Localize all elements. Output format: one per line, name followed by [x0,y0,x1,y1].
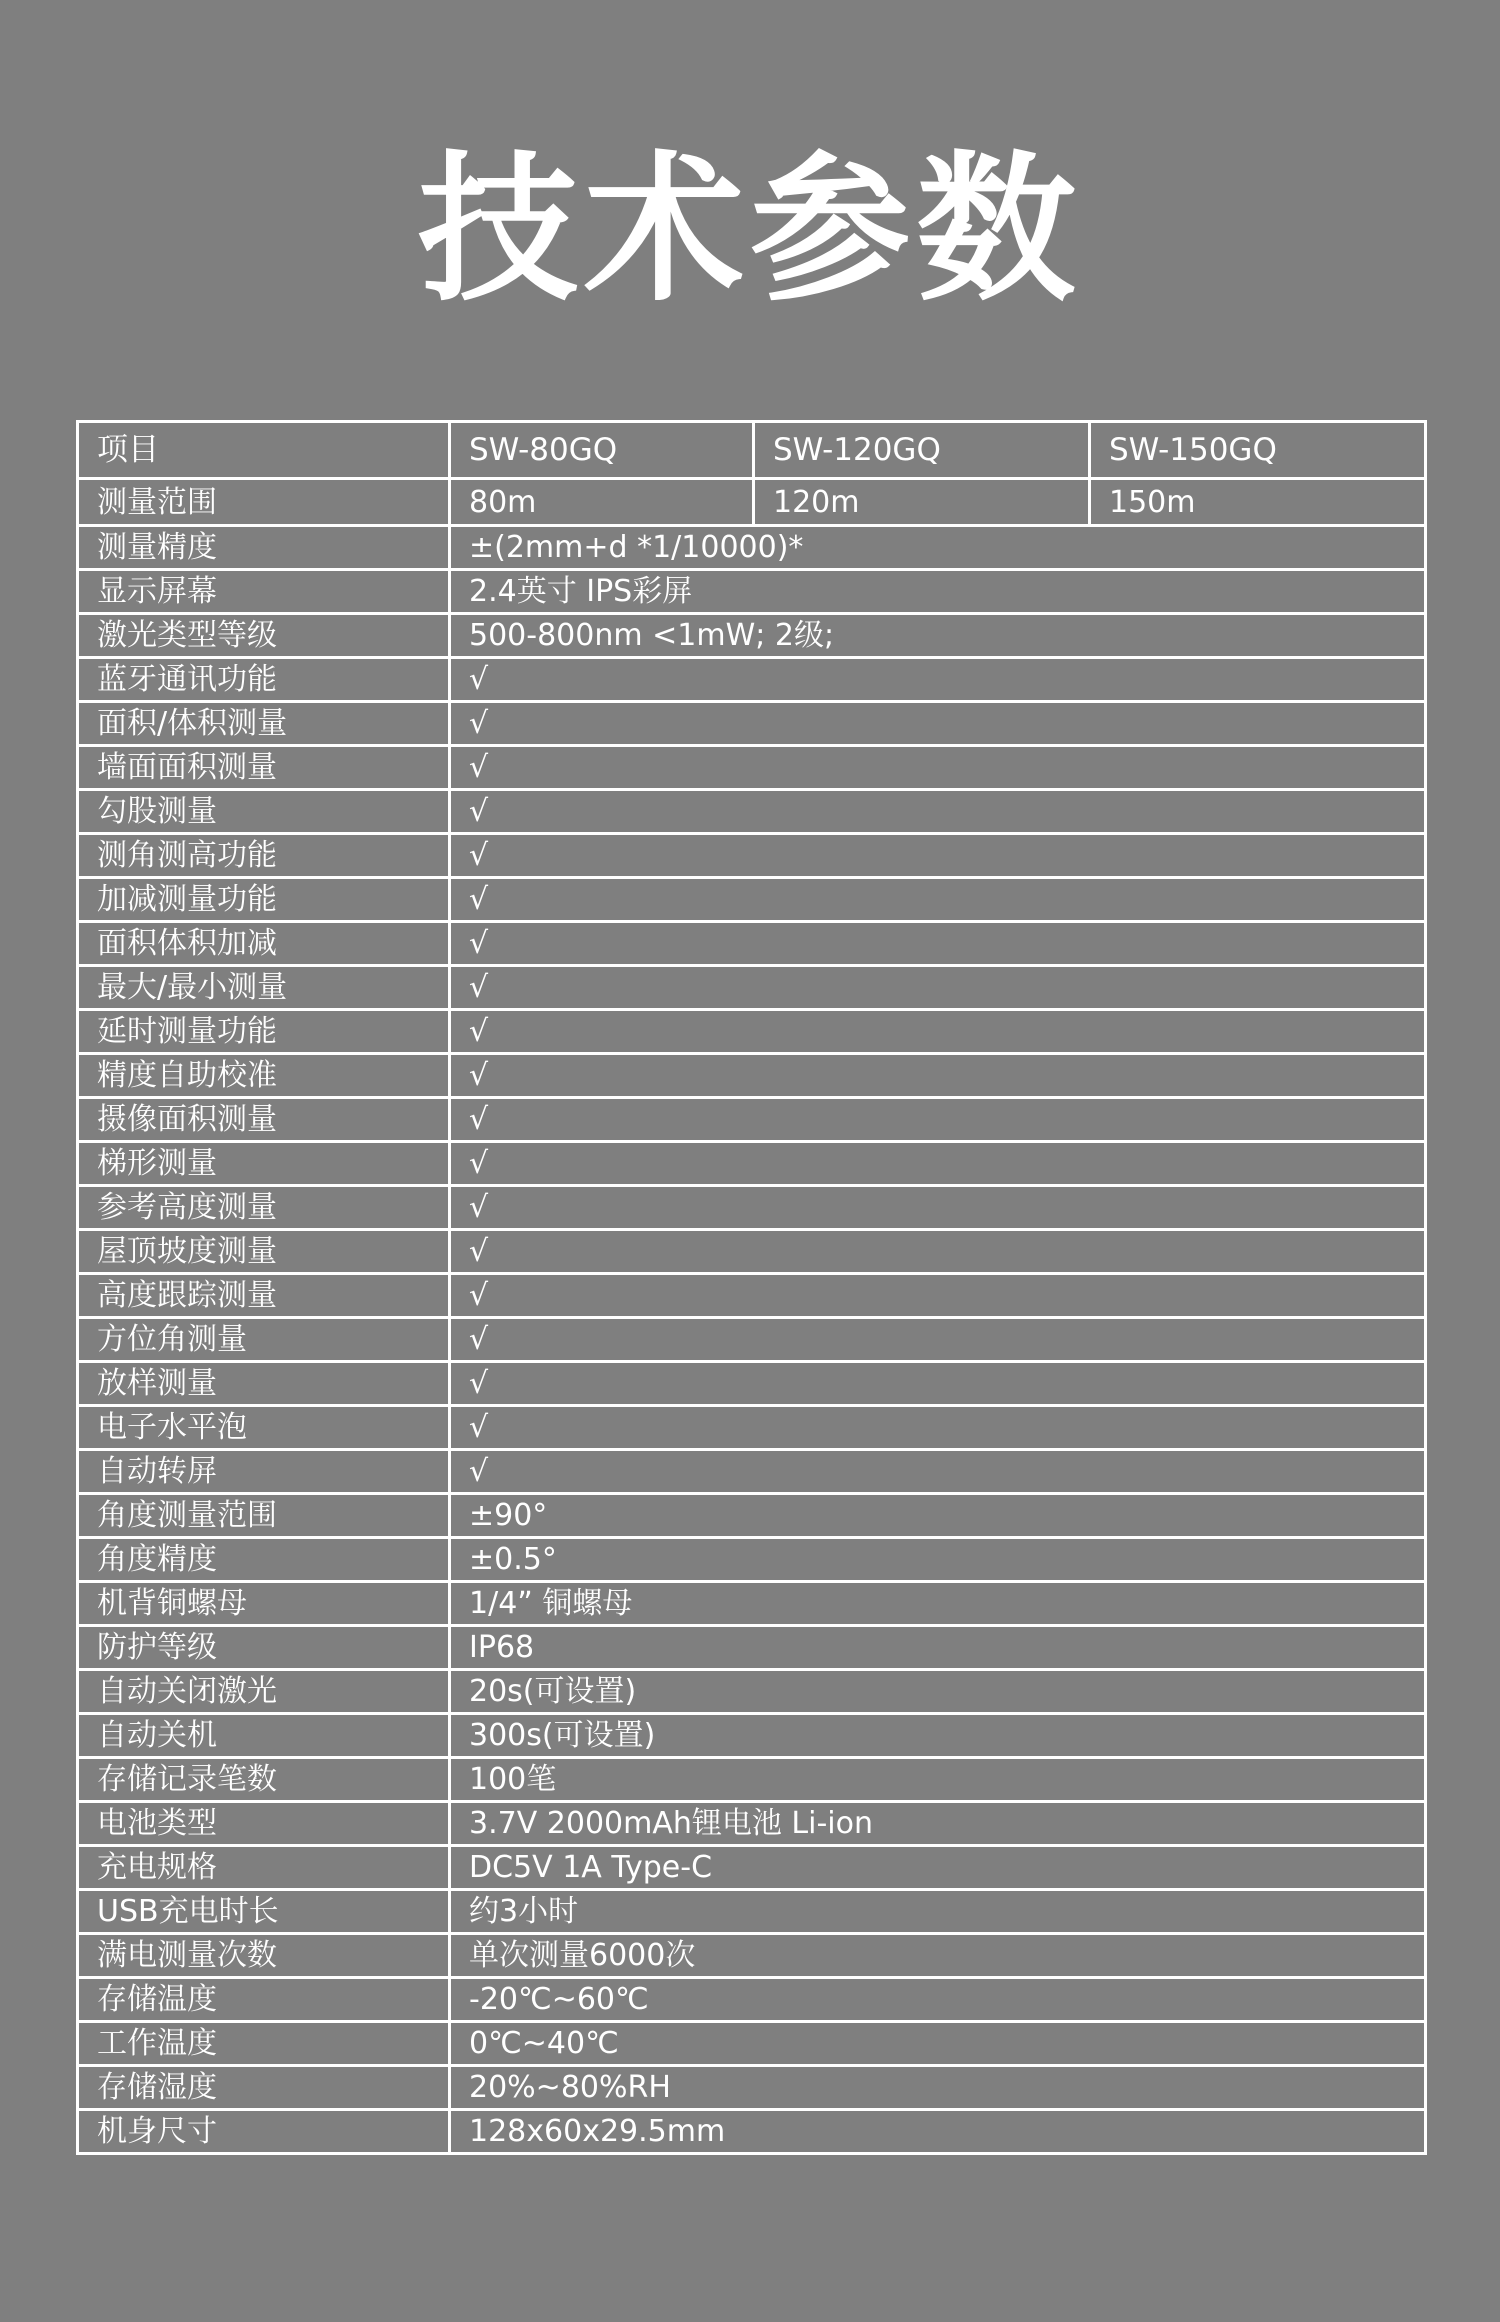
row-value: -20℃~60℃ [450,1978,1426,2022]
table-row [78,2022,1426,2066]
row-label: 充电规格 [78,1846,450,1890]
header-model-3: SW-150GQ [1090,422,1426,479]
row-value: 3.7V 2000mAh锂电池 Li-ion [450,1802,1426,1846]
table-row [78,1890,1426,1934]
row-label: 角度精度 [78,1538,450,1582]
table-row [78,1362,1426,1406]
row-value: √ [450,966,1426,1010]
row-value-model-3: 150m [1090,479,1426,526]
row-value: √ [450,1274,1426,1318]
row-label: 梯形测量 [78,1142,450,1186]
row-value: 100笔 [450,1758,1426,1802]
table-row-range [78,479,1426,526]
row-label: 面积体积加减 [78,922,450,966]
row-label: 存储记录笔数 [78,1758,450,1802]
table-row [78,570,1426,614]
row-label: 满电测量次数 [78,1934,450,1978]
row-label: 摄像面积测量 [78,1098,450,1142]
row-value: 2.4英寸 IPS彩屏 [450,570,1426,614]
row-value: √ [450,1318,1426,1362]
table-row [78,702,1426,746]
spec-table [76,420,1427,2155]
row-value: √ [450,1230,1426,1274]
row-value: DC5V 1A Type-C [450,1846,1426,1890]
table-header-row [78,422,1426,479]
row-value: √ [450,878,1426,922]
table-row [78,834,1426,878]
row-value: 300s(可设置) [450,1714,1426,1758]
table-row [78,1142,1426,1186]
row-value: 20s(可设置) [450,1670,1426,1714]
table-row [78,1758,1426,1802]
table-row [78,1098,1426,1142]
row-value: IP68 [450,1626,1426,1670]
row-label: 激光类型等级 [78,614,450,658]
row-label: 面积/体积测量 [78,702,450,746]
row-label: 自动转屏 [78,1450,450,1494]
row-label: 防护等级 [78,1626,450,1670]
row-value: √ [450,790,1426,834]
row-value: 单次测量6000次 [450,1934,1426,1978]
table-row [78,526,1426,570]
table-row [78,1318,1426,1362]
row-label: 方位角测量 [78,1318,450,1362]
table-row [78,1230,1426,1274]
row-value-model-1: 80m [450,479,754,526]
row-label: 延时测量功能 [78,1010,450,1054]
row-label: 最大/最小测量 [78,966,450,1010]
table-row [78,1582,1426,1626]
row-label: 测量精度 [78,526,450,570]
row-value: ±(2mm+d *1/10000)* [450,526,1426,570]
row-label: 存储温度 [78,1978,450,2022]
row-value: √ [450,746,1426,790]
row-value: √ [450,1142,1426,1186]
table-row [78,658,1426,702]
row-value: √ [450,1186,1426,1230]
row-value: 500-800nm <1mW; 2级; [450,614,1426,658]
row-value: 128x60x29.5mm [450,2110,1426,2154]
table-row [78,790,1426,834]
table-row [78,1978,1426,2022]
row-value: 1/4” 铜螺母 [450,1582,1426,1626]
table-row [78,1538,1426,1582]
table-row [78,2066,1426,2110]
row-label: 电子水平泡 [78,1406,450,1450]
table-row [78,746,1426,790]
table-row [78,1450,1426,1494]
row-label: USB充电时长 [78,1890,450,1934]
row-label: 精度自助校准 [78,1054,450,1098]
row-label: 加减测量功能 [78,878,450,922]
row-value: √ [450,658,1426,702]
header-item-label: 项目 [78,422,450,479]
table-row [78,614,1426,658]
table-row [78,1934,1426,1978]
row-label: 屋顶坡度测量 [78,1230,450,1274]
row-value: ±90° [450,1494,1426,1538]
table-row [78,922,1426,966]
row-value: √ [450,702,1426,746]
table-row [78,1670,1426,1714]
row-value-model-2: 120m [754,479,1090,526]
row-label: 电池类型 [78,1802,450,1846]
row-label: 显示屏幕 [78,570,450,614]
page-title: 技术参数 [417,136,1082,323]
table-row [78,878,1426,922]
spec-table-body [78,422,1426,2154]
row-value: √ [450,834,1426,878]
row-label: 勾股测量 [78,790,450,834]
row-value: 20%~80%RH [450,2066,1426,2110]
row-value: √ [450,922,1426,966]
table-row [78,1802,1426,1846]
header-model-1: SW-80GQ [450,422,754,479]
row-label: 蓝牙通讯功能 [78,658,450,702]
table-row [78,1846,1426,1890]
row-label: 高度跟踪测量 [78,1274,450,1318]
row-value: √ [450,1406,1426,1450]
row-value: √ [450,1362,1426,1406]
row-label: 测角测高功能 [78,834,450,878]
row-label: 墙面面积测量 [78,746,450,790]
row-value: √ [450,1010,1426,1054]
row-label: 自动关机 [78,1714,450,1758]
table-row [78,1494,1426,1538]
row-label: 机身尺寸 [78,2110,450,2154]
row-value: 约3小时 [450,1890,1426,1934]
table-row [78,1054,1426,1098]
row-value: √ [450,1098,1426,1142]
row-value: √ [450,1450,1426,1494]
row-label: 存储湿度 [78,2066,450,2110]
row-label: 测量范围 [78,479,450,526]
row-label: 放样测量 [78,1362,450,1406]
row-value: ±0.5° [450,1538,1426,1582]
table-row [78,1406,1426,1450]
table-row [78,1626,1426,1670]
row-label: 参考高度测量 [78,1186,450,1230]
table-row [78,1010,1426,1054]
table-row [78,1186,1426,1230]
row-value: √ [450,1054,1426,1098]
table-row [78,966,1426,1010]
table-row [78,1714,1426,1758]
table-row [78,1274,1426,1318]
row-value: 0℃~40℃ [450,2022,1426,2066]
table-row [78,2110,1426,2154]
header-model-2: SW-120GQ [754,422,1090,479]
row-label: 机背铜螺母 [78,1582,450,1626]
row-label: 工作温度 [78,2022,450,2066]
row-label: 自动关闭激光 [78,1670,450,1714]
row-label: 角度测量范围 [78,1494,450,1538]
